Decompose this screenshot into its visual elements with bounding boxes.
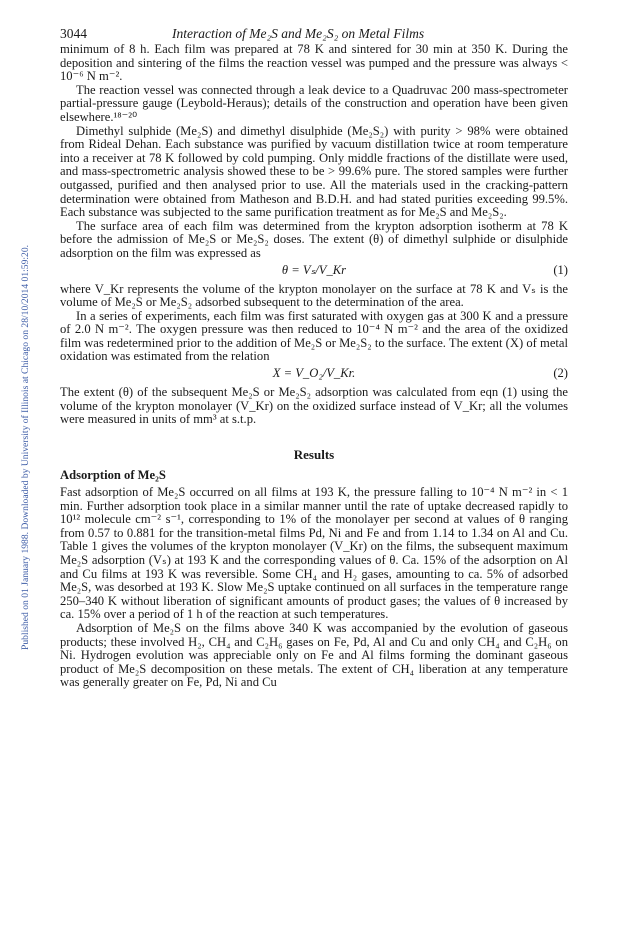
body-text (60, 43, 568, 690)
page-number: 3044 (60, 26, 87, 41)
paragraph-oxidation: In a series of experiments, each film was first saturated with oxygen gas at 300 K and a pressure of 2.0 N m⁻². The oxygen pressure was then reduced to 10⁻⁴ N m⁻² and the area of the oxidized film was redetermined prior to the addition of Me₂S or Me₂S₂ to the surface. The extent (X) of metal oxidation was estimated from the relation (60, 308, 568, 364)
equation-1-number: (1) (553, 262, 568, 277)
equation-1-expression: θ = Vₛ/V_Kr (281, 262, 347, 277)
paragraph-film-preparation: minimum of 8 h. Each film was prepared at 78 K and sintered for 30 min at 350 K. During the deposition and sintering of the films the reaction vessel was pumped and the pressure was always < 10⁻⁶ N m⁻². (60, 42, 568, 84)
paragraph-fast-adsorption: Fast adsorption of Me₂S occurred on all films at 193 K, the pressure falling to 10⁻⁴ N m⁻² in < 1 min. Further adsorption took place in a similar manner until the rate of uptake decreased rapidly to 10¹² molecule cm⁻² s⁻¹, corresponding to 1% of the monolayer per second at values of θ ranging from 0.57 to 0.881 for the transition-metal films Pd, Ni and Fe and from 1.14 to 1.34 on Al and Cu. Table 1 gives the volumes of the krypton monolayer (V_Kr) on the films, the subsequent maximum Me₂S adsorption (Vₛ) at 193 K and the corresponding values of θ. Ca. 15% of the adsorption on Al and Cu films at 193 K was reversible. Some CH₄ and H₂ gases, amounting to ca. 5% of adsorbed Me₂S, was desorbed at 193 K. Slow Me₂S uptake continued on all surfaces in the temperature range 250–340 K without liberation of significant amounts of product gases; the values of θ increased by ca. 15% over a period of 1 h of the reaction at such temperatures. (60, 485, 568, 622)
paragraph-surface-area: The surface area of each film was determined from the krypton adsorption isotherm at 78 K before the admission of Me₂S or Me₂S₂ doses. The extent (θ) of dimethyl sulphide or disulphide adsorption on the film was expressed as (60, 218, 568, 260)
subsection-heading-adsorption: Adsorption of Me₂S (60, 468, 166, 483)
paragraph-oxidized-adsorption: The extent (θ) of the subsequent Me₂S or Me₂S₂ adsorption was calculated from eqn (1) using the volume of the krypton monolayer (V_Kr) on the oxidized surface instead of V_Kr; all the volumes were measured in units of mm³ at s.t.p. (60, 385, 568, 427)
paragraph-mass-spectrometer: The reaction vessel was connected through a leak device to a Quadruvac 200 mass-spectrometer partial-pressure gauge (Leybold-Heraus); details of the construction and operation have been given elsewhere.¹⁸⁻²⁰ (60, 82, 568, 124)
equation-2-number: (2) (553, 366, 568, 381)
equation-1 (60, 264, 568, 279)
running-title: Interaction of Me₂S and Me₂S₂ on Metal Films (172, 26, 425, 41)
paragraph-gaseous-products: Adsorption of Me₂S on the films above 340 K was accompanied by the evolution of gaseous products; these involved H₂, CH₄ and C₂H₆ gases on Fe, Pd, Al and Cu and only CH₄ and C₂H₆ on Ni. Hydrogen evolution was appreciable only on Fe and Al films forming the dominant gaseous product of Me₂S decomposition on these metals. The extent of CH₄ liberation at any temperature was generally greater on Fe, Pd, Ni and Cu (60, 620, 568, 690)
equation-2 (60, 367, 568, 382)
page-header (60, 26, 568, 42)
section-heading-results: Results (293, 446, 335, 462)
paragraph-materials: Dimethyl sulphide (Me₂S) and dimethyl disulphide (Me₂S₂) with purity > 98% were obtained from Rideal Dehan. Each substance was purified by vacuum distillation twice at room temperature into a receiver at 78 K followed by cold pumping. Only middle fractions of the distillate were used, and mass-spectrometric analysis showed these to be > 99.6% pure. The stored samples were further outgassed, purified and then analysed prior to use. All the materials used in the cracking-pattern determination were obtained from Matheson and B.D.H. and had stated purities exceeding 99.5%. Each substance was subjected to the same purification treatment as for Me₂S and Me₂S₂. (60, 123, 568, 220)
paragraph-eq1-definitions: where V_Kr represents the volume of the krypton monolayer on the surface at 78 K and Vₛ is the volume of Me₂S or Me₂S₂ adsorbed subsequent to the determination of the area. (60, 281, 568, 310)
download-watermark-text: Published on 01 January 1988. Downloaded by University of Illinois at Chicago on 28/10/2014 01:59:20. (20, 244, 31, 650)
download-watermark (0, 0, 40, 680)
equation-2-expression: X = V_O₂/V_Kr. (272, 366, 356, 381)
